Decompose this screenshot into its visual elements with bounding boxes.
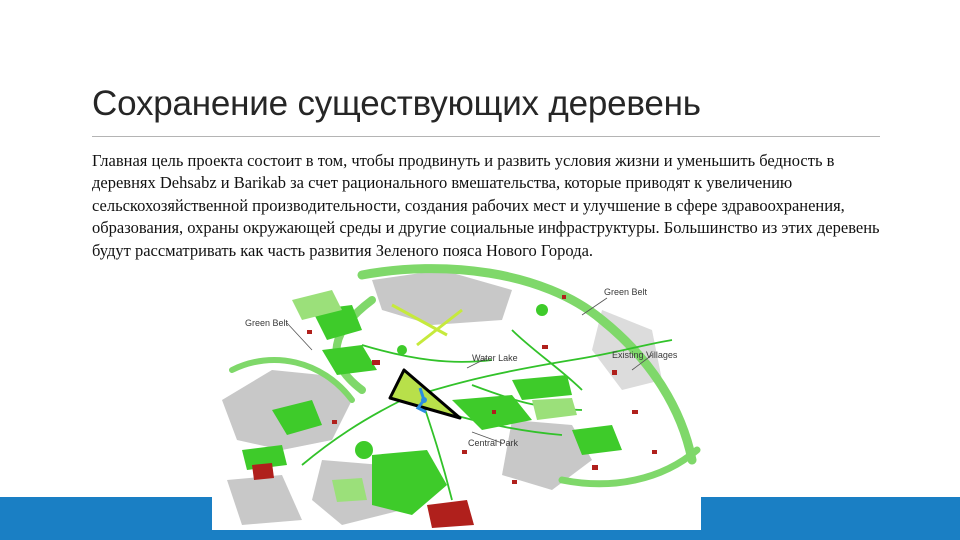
label-green-belt-left: Green Belt bbox=[245, 318, 289, 328]
map-graphic bbox=[212, 250, 701, 530]
label-green-belt-right: Green Belt bbox=[604, 287, 648, 297]
green-belt-map bbox=[212, 250, 701, 530]
label-water-lake: Water Lake bbox=[472, 353, 518, 363]
central-park-triangle bbox=[390, 370, 460, 418]
slide-body-text: Главная цель проекта состоит в том, чтобы продвинуть и развить условия жизни и уменьшить бедность в деревнях Dehsabz и Barikab за счет рационального вмешательства, которые приводят к увеличению сельскохозяйственной производительности, создания рабочих мест и улучшение в сфере здравоохранения, образования, охраны окружающей среды и другие социальные инфраструктуры. Большинство из этих деревень будут рассматривать как часть развития Зеленого пояса Нового Города. bbox=[92, 151, 880, 260]
slide-title: Сохранение существующих деревень bbox=[92, 84, 701, 123]
label-central-park: Central Park bbox=[468, 438, 519, 448]
label-existing-villages: Existing Villages bbox=[612, 350, 678, 360]
title-divider bbox=[92, 136, 880, 137]
